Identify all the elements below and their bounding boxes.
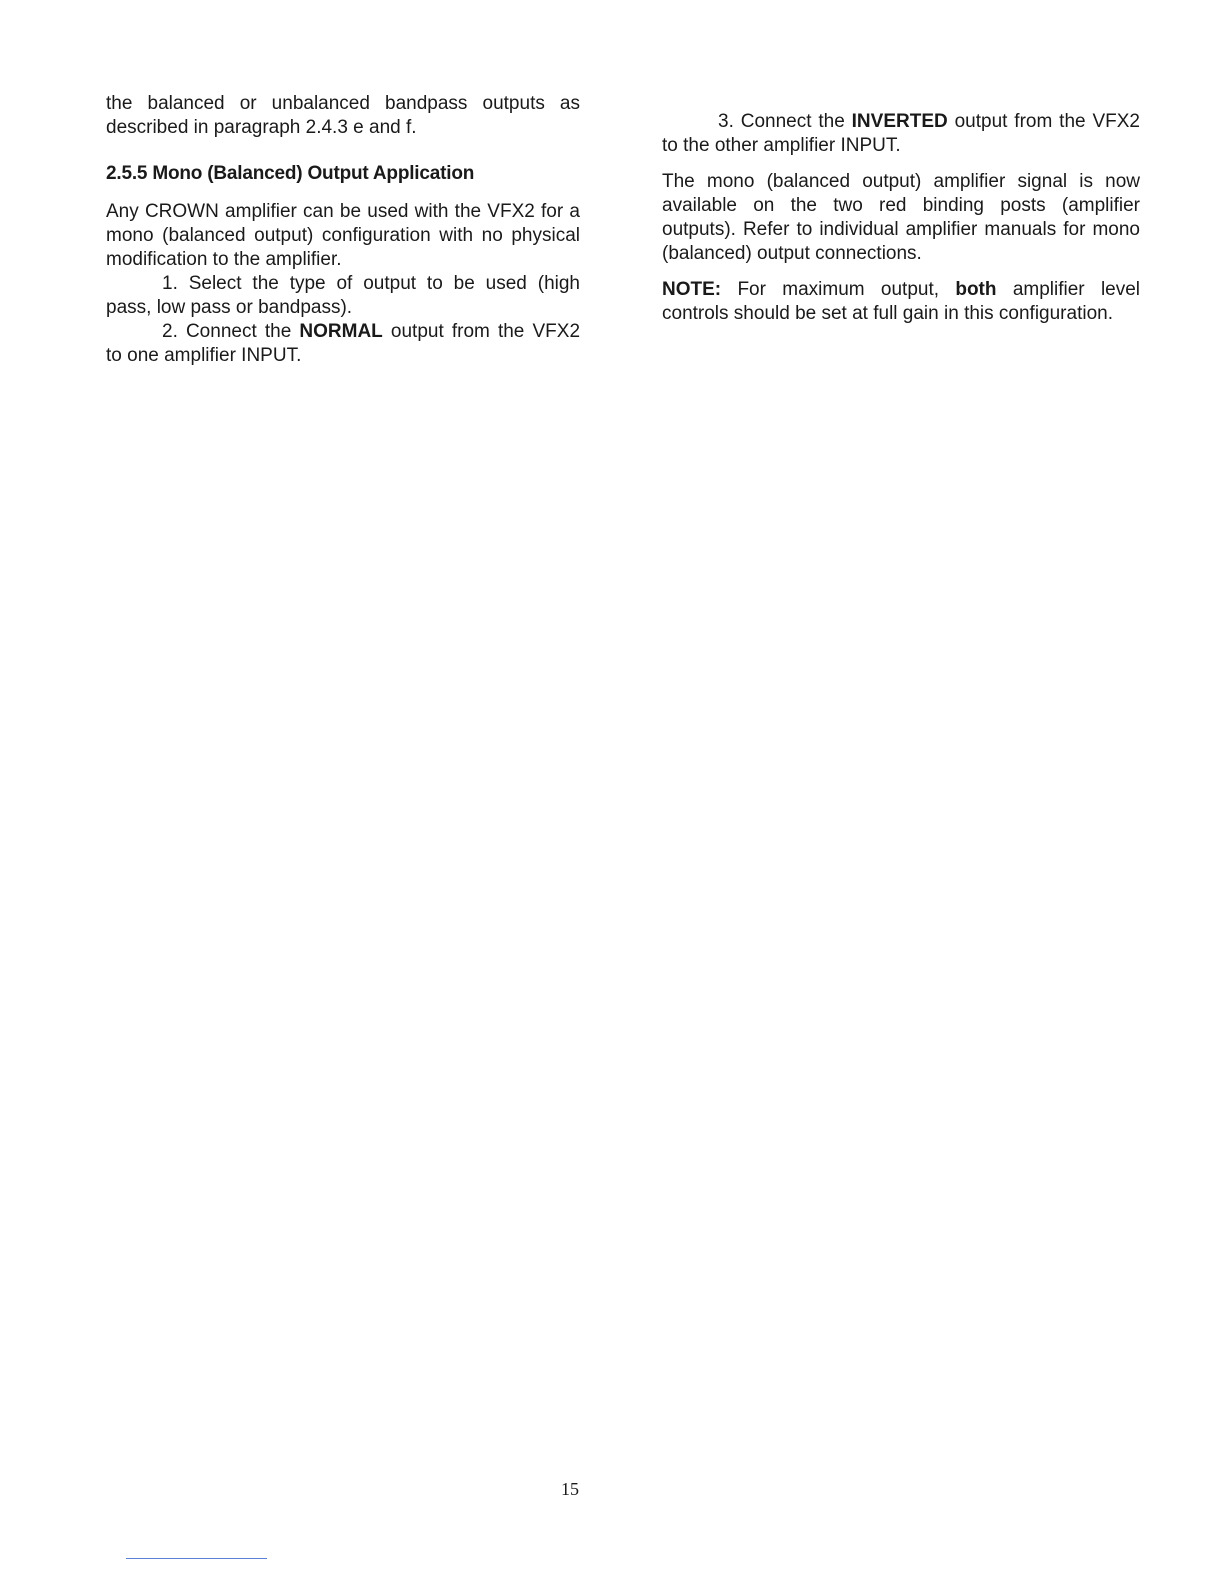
step-3: 3. Connect the INVERTED output from the VFX2 to the other amplifier INPUT.	[662, 111, 1140, 156]
mono-paragraph: The mono (balanced output) amplifier signal is now available on the two red binding posts (amplifier outputs). Refer to individual amplifier manuals for mono (balanced) output connections.	[662, 171, 1140, 264]
step-1: 1. Select the type of output to be used (high pass, low pass or bandpass).	[106, 273, 580, 318]
both-label: both	[955, 279, 997, 300]
intro-paragraph: Any CROWN amplifier can be used with the VFX2 for a mono (balanced output) configuration with no physical modification to the amplifier.	[106, 201, 580, 270]
step-2: 2. Connect the NORMAL output from the VFX2 to one amplifier INPUT.	[106, 321, 581, 366]
page-number: 15	[561, 1479, 579, 1499]
continuation-line: the balanced or unbalanced bandpass outputs as	[106, 93, 580, 114]
normal-label: NORMAL	[299, 321, 383, 342]
continuation-line: described in paragraph 2.4.3 e and f.	[106, 117, 417, 138]
note-paragraph: NOTE: For maximum output, both amplifier level controls should be set at full gain in this configuration.	[662, 279, 1141, 324]
note-label: NOTE:	[662, 279, 722, 300]
footer-rule	[126, 1558, 267, 1559]
section-heading: 2.5.5 Mono (Balanced) Output Application	[106, 163, 475, 184]
left-column	[106, 92, 580, 368]
inverted-label: INVERTED	[851, 111, 948, 132]
right-column	[662, 110, 1140, 326]
